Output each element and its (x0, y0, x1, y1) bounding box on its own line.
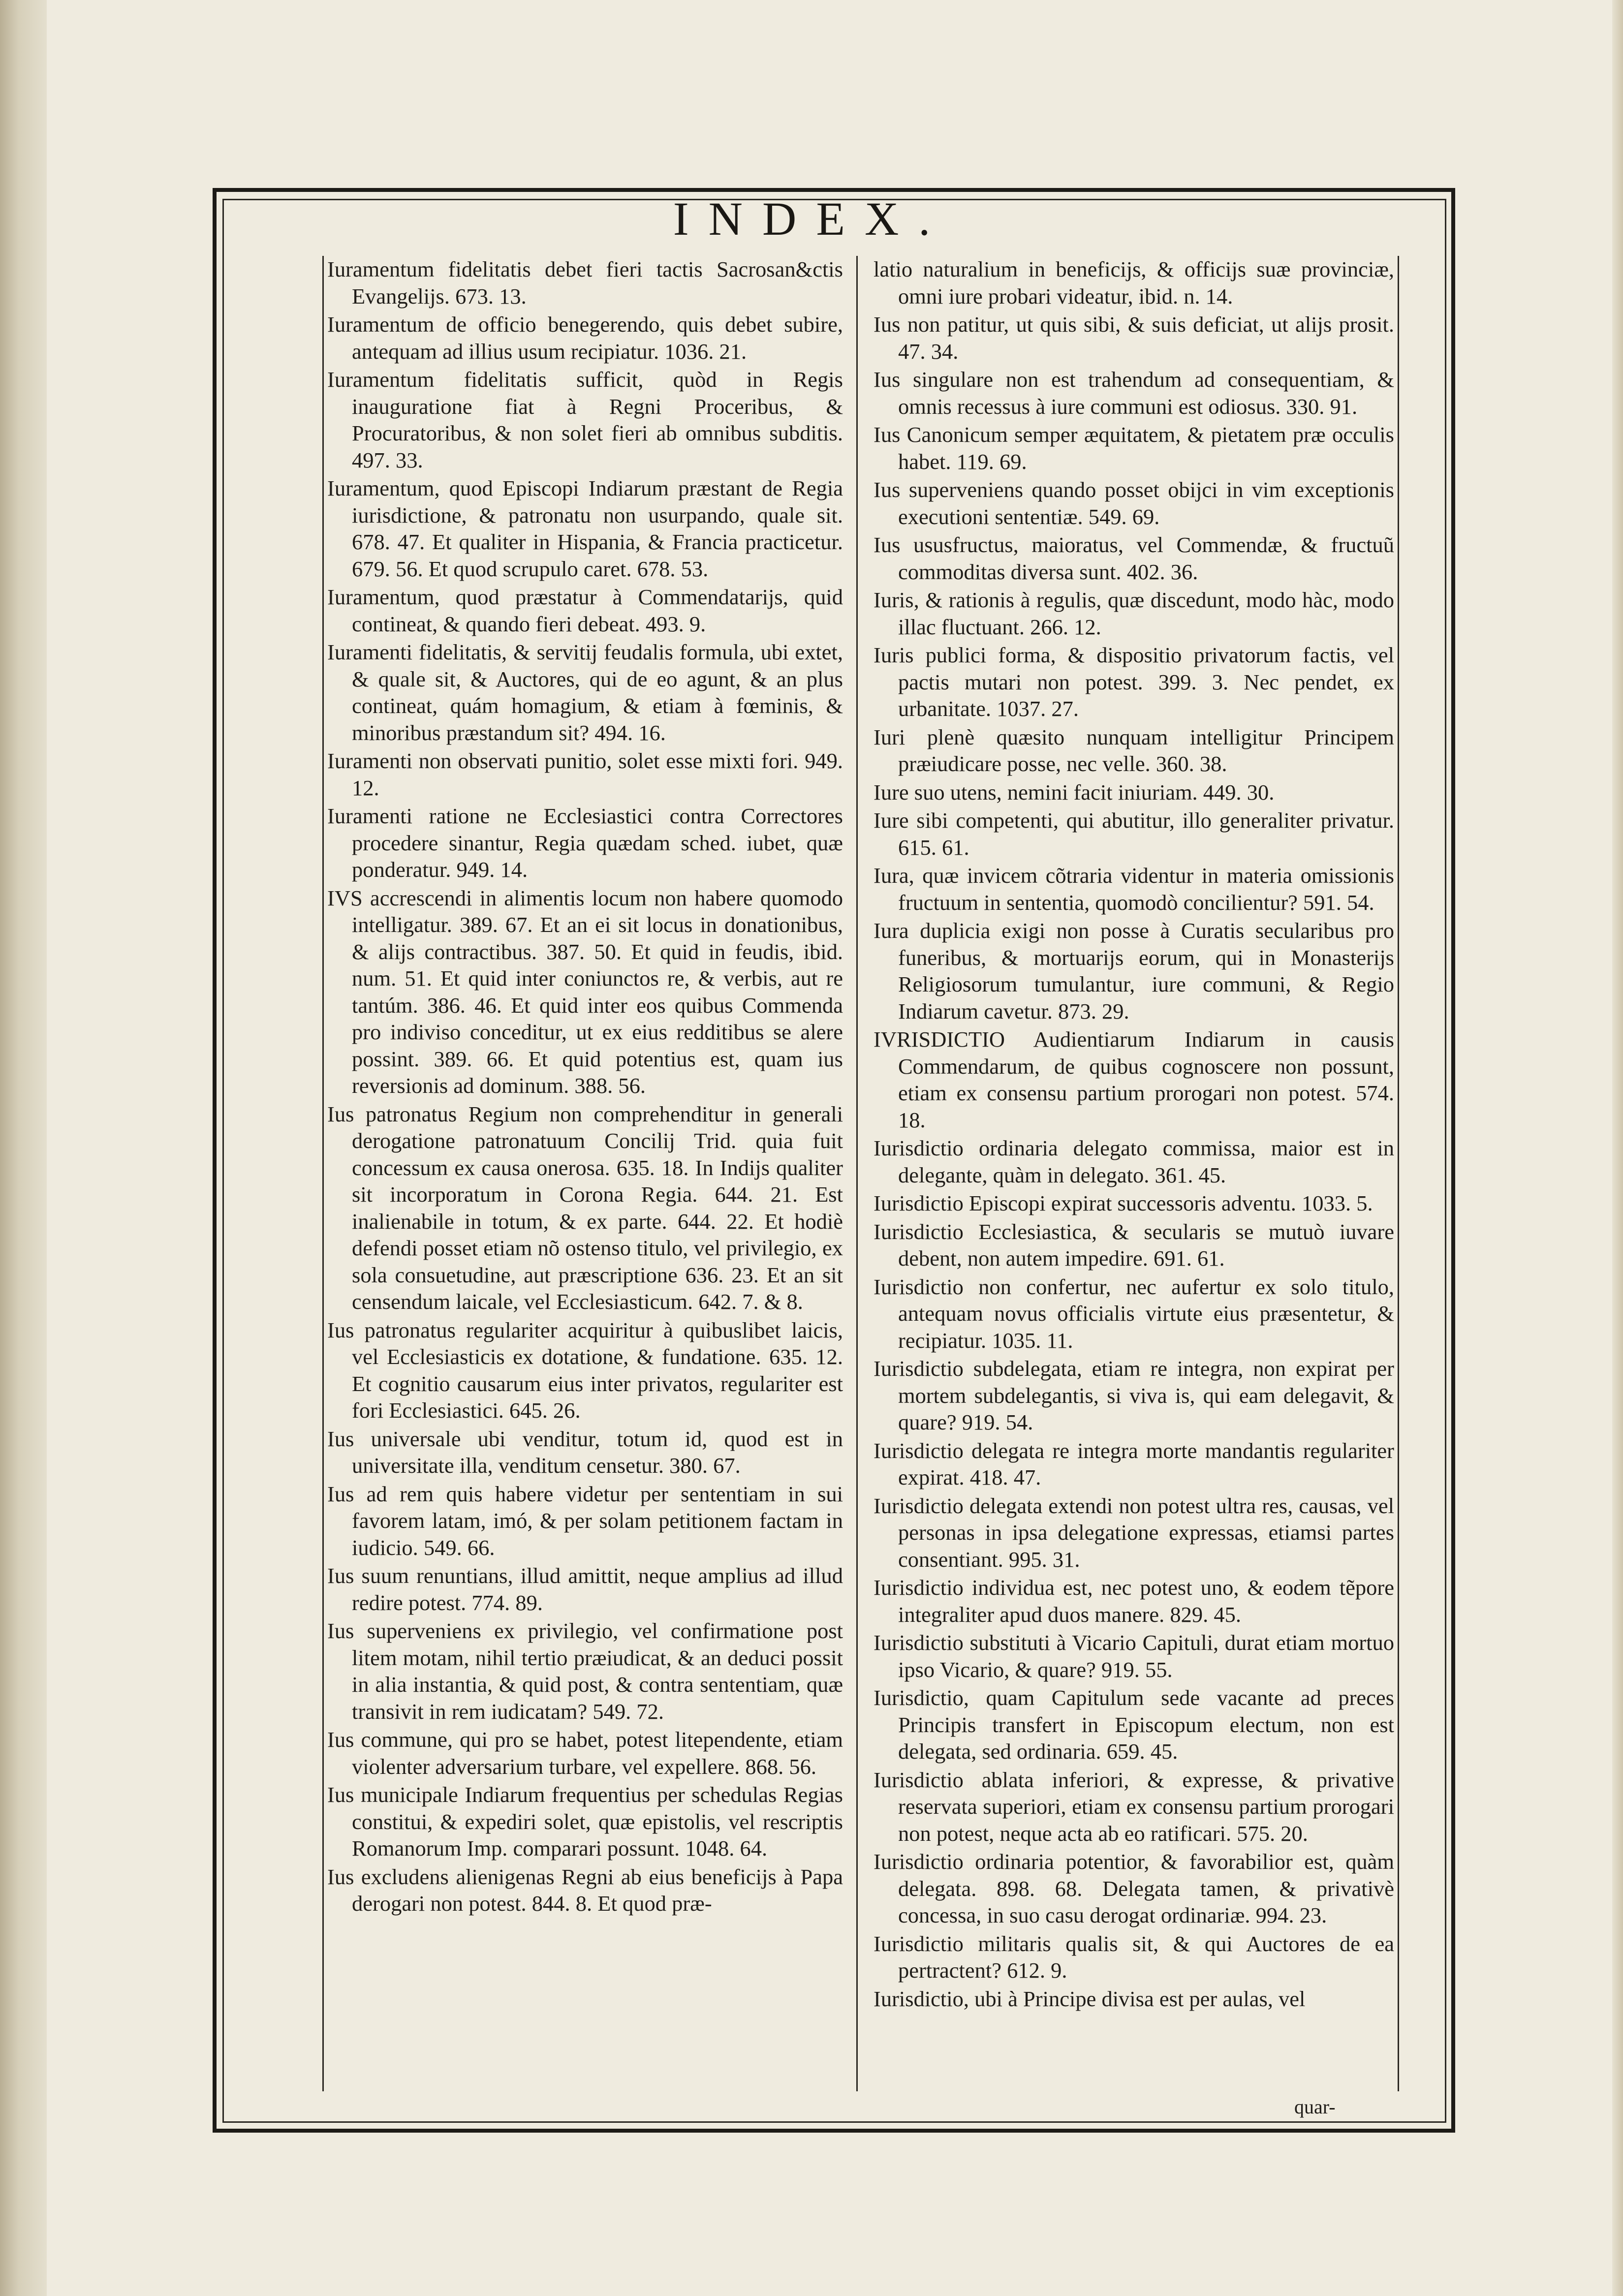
index-entry: Ius universale ubi venditur, totum id, quod est in universitate illa, venditum censetur. 380. 67. (327, 1426, 843, 1478)
index-entry: Iurisdictio, quam Capitulum sede vacante ad preces Principis transfert in Episcopum electum, non est delegata, sed ordinaria. 659. 45. (874, 1685, 1394, 1764)
index-entry: Ius superveniens ex privilegio, vel confirmatione post litem motam, nihil tertio præiudicat, & an deduci possit in alia instantia, & quid post, & contra sententiam, quæ transivit in rem iudicatam? 549. 72. (327, 1618, 843, 1724)
index-entry: Iuramentum de officio benegerendo, quis debet subire, antequam ad illius usum recipiatur. 1036. 21. (327, 312, 843, 364)
index-column-right (874, 256, 1394, 2091)
index-entry: Iurisdictio ordinaria delegato commissa, maior est in delegante, quàm in delegato. 361. 45. (874, 1136, 1394, 1187)
column-rule-left (322, 256, 324, 2091)
index-entry: Ius singulare non est trahendum ad consequentiam, & omnis recessus à iure communi est odiosus. 330. 91. (874, 367, 1394, 419)
page-edge (1612, 0, 1623, 2296)
index-entry: Iuramenti ratione ne Ecclesiastici contra Correctores procedere sinantur, Regia quædam sched. iubet, quæ ponderatur. 949. 14. (327, 804, 843, 882)
index-entry: Iurisdictio delegata extendi non potest ultra res, causas, vel personas in ipsa delegatione expressas, etiamsi partes consentiant. 995. 31. (874, 1493, 1394, 1572)
index-entry: Iurisdictio Episcopi expirat successoris adventu. 1033. 5. (874, 1191, 1373, 1215)
index-entry: Iuramenti non observati punitio, solet esse mixti fori. 949. 12. (327, 748, 843, 800)
index-entry: Ius commune, qui pro se habet, potest litependente, etiam violenter adversarium turbare, vel expellere. 868. 56. (327, 1727, 843, 1779)
index-entry: Iure sibi competenti, qui abutitur, illo generaliter privatur. 615. 61. (874, 808, 1394, 860)
book-spine-shadow (0, 0, 47, 2296)
index-entry: Iurisdictio individua est, nec potest uno, & eodem tẽpore integraliter apud duos manere. 829. 45. (874, 1575, 1394, 1627)
index-entry: Iurisdictio militaris qualis sit, & qui Auctores de ea pertractent? 612. 9. (874, 1931, 1394, 1983)
index-entry: Ius municipale Indiarum frequentius per schedulas Regias constitui, & expediri solet, quæ epistolis, vel rescriptis Romanorum Imp. comparari possunt. 1048. 64. (327, 1782, 843, 1861)
index-entry: Iurisdictio, ubi à Principe divisa est per aulas, vel (874, 1986, 1306, 2011)
index-entry: Iurisdictio non confertur, nec aufertur ex solo titulo, antequam novus officialis virtute eius præsentetur, & recipiatur. 1035. 11. (874, 1274, 1394, 1353)
column-rule-middle (856, 256, 858, 2091)
index-entry: Iuris, & rationis à regulis, quæ discedunt, modo hàc, modo illac fluctuant. 266. 12. (874, 588, 1394, 639)
index-entry: Iuramentum, quod præstatur à Commendatarijs, quid contineat, & quando fieri debeat. 493. 9. (327, 585, 843, 636)
index-entry: Iuramentum fidelitatis sufficit, quòd in Regis inauguratione fiat à Regni Proceribus, & Procuratoribus, & non solet fieri ab omnibus subditis. 497. 33. (327, 367, 843, 472)
index-entry: Ius superveniens quando posset obijci in vim exceptionis executioni sententiæ. 549. 69. (874, 477, 1394, 529)
index-column-left (327, 256, 843, 2091)
index-entry: Ius excludens alienigenas Regni ab eius beneficijs à Papa derogari non potest. 844. 8. Et quod præ- (327, 1864, 843, 1916)
index-entry: Iurisdictio subdelegata, etiam re integra, non expirat per mortem subdelegantis, si viva is, qui eam delegavit, & quare? 919. 54. (874, 1356, 1394, 1434)
page-title: INDEX. (673, 192, 950, 245)
index-entry: Iurisdictio delegata re integra morte mandantis regulariter expirat. 418. 47. (874, 1438, 1394, 1489)
index-entry: Iuramenti fidelitatis, & servitij feudalis formula, ubi extet, & quale sit, & Auctores, qui de eo agunt, & an plus contineat, quám homagium, & etiam à fœminis, & minoribus præstandum sit? 494. 16. (327, 640, 843, 745)
index-entry: Iurisdictio Ecclesiastica, & secularis se mutuò iuvare debent, non autem impedire. 691. 61. (874, 1219, 1394, 1271)
index-entry: latio naturalium in beneficijs, & officijs suæ provinciæ, omni iure probari videatur, ibid. n. 14. (874, 257, 1394, 309)
index-entry: Iure suo utens, nemini facit iniuriam. 449. 30. (874, 779, 1275, 805)
index-entry: Iurisdictio ablata inferiori, & expresse, & privative reservata superiori, etiam ex consensu partium prorogari non potest, neque acta ab eo ratificari. 575. 20. (874, 1767, 1394, 1846)
index-entry: Iuri plenè quæsito nunquam intelligitur Principem præiudicare posse, nec velle. 360. 38. (874, 724, 1394, 776)
index-entry: Iura, quæ invicem cõtraria videntur in materia omissionis fructuum in sententia, quomodò concilientur? 591. 54. (874, 863, 1394, 915)
catchword: quar- (1294, 2096, 1336, 2118)
column-rule-right (1398, 256, 1399, 2091)
index-entry: Iura duplicia exigi non posse à Curatis secularibus pro funeribus, & mortuarijs eorum, qui in Monasterijs Religiosorum tumulantur, iure communi, & Regio Indiarum cavetur. 873. 29. (874, 918, 1394, 1024)
index-entry: Iuramentum, quod Episcopi Indiarum præstant de Regia iurisdictione, & patronatu non usurpando, quale sit. 678. 47. Et qualiter in Hispania, & Francia practicetur. 679. 56. Et quod scrupulo caret. 678. 53. (327, 476, 843, 581)
index-entry: Ius non patitur, ut quis sibi, & suis deficiat, ut alijs prosit. 47. 34. (874, 312, 1394, 364)
index-entry: Ius ususfructus, maioratus, vel Commendæ, & fructuũ commoditas diversa sunt. 402. 36. (874, 532, 1394, 584)
index-entry: Iurisdictio ordinaria potentior, & favorabilior est, quàm delegata. 898. 68. Delegata tamen, & privativè concessa, in suo casu derogat ordinariæ. 994. 23. (874, 1849, 1394, 1927)
index-entry: Iuramentum fidelitatis debet fieri tactis Sacrosan&ctis Evangelijs. 673. 13. (327, 257, 843, 309)
index-entry: IVRISDICTIO Audientiarum Indiarum in causis Commendarum, de quibus cognoscere non possunt, etiam ex consensu partium prorogari non potest. 574. 18. (874, 1027, 1394, 1132)
index-entry: IVS accrescendi in alimentis locum non habere quomodo intelligatur. 389. 67. Et an ei sit locus in donationibus, & alijs contractibus. 387. 50. Et quid in feudis, ibid. num. 51. Et quid inter coniunctos re, & verbis, aut re tantúm. 386. 46. Et quid inter eos quibus Commenda pro indiviso conceditur, ut ex eius redditibus se alere possint. 389. 66. Et quid potentius est, quam ius reversionis ad dominum. 388. 56. (327, 885, 843, 1098)
index-entry: Iuris publici forma, & dispositio privatorum factis, vel pactis mutari non potest. 399. 3. Nec pendet, ex urbanitate. 1037. 27. (874, 643, 1394, 721)
index-entry: Ius patronatus Regium non comprehenditur in generali derogatione patronatuum Concilij Trid. quia fuit concessum ex causa onerosa. 635. 18. In Indijs qualiter sit incorporatum in Corona Regia. 644. 21. Est inalienabile in totum, & ex parte. 644. 22. Et hodiè defendi posset etiam nõ ostenso titulo, vel privilegio, ex sola consuetudine, aut præscriptione 636. 23. Et an sit censendum laicale, vel Ecclesiasticum. 642. 7. & 8. (327, 1101, 843, 1314)
index-entry: Ius suum renuntians, illud amittit, neque amplius ad illud redire potest. 774. 89. (327, 1563, 843, 1615)
index-entry: Ius Canonicum semper æquitatem, & pietatem præ occulis habet. 119. 69. (874, 422, 1394, 474)
index-entry: Ius patronatus regulariter acquiritur à quibuslibet laicis, vel Ecclesiasticis ex dotatione, & fundatione. 635. 12. Et cognitio causarum eius inter privatos, regulariter est fori Ecclesiastici. 645. 26. (327, 1317, 843, 1423)
index-entry: Ius ad rem quis habere videtur per sententiam in sui favorem latam, imó, & per solam petitionem factam in iudicio. 549. 66. (327, 1481, 843, 1560)
index-entry: Iurisdictio substituti à Vicario Capituli, durat etiam mortuo ipso Vicario, & quare? 919. 55. (874, 1630, 1394, 1682)
